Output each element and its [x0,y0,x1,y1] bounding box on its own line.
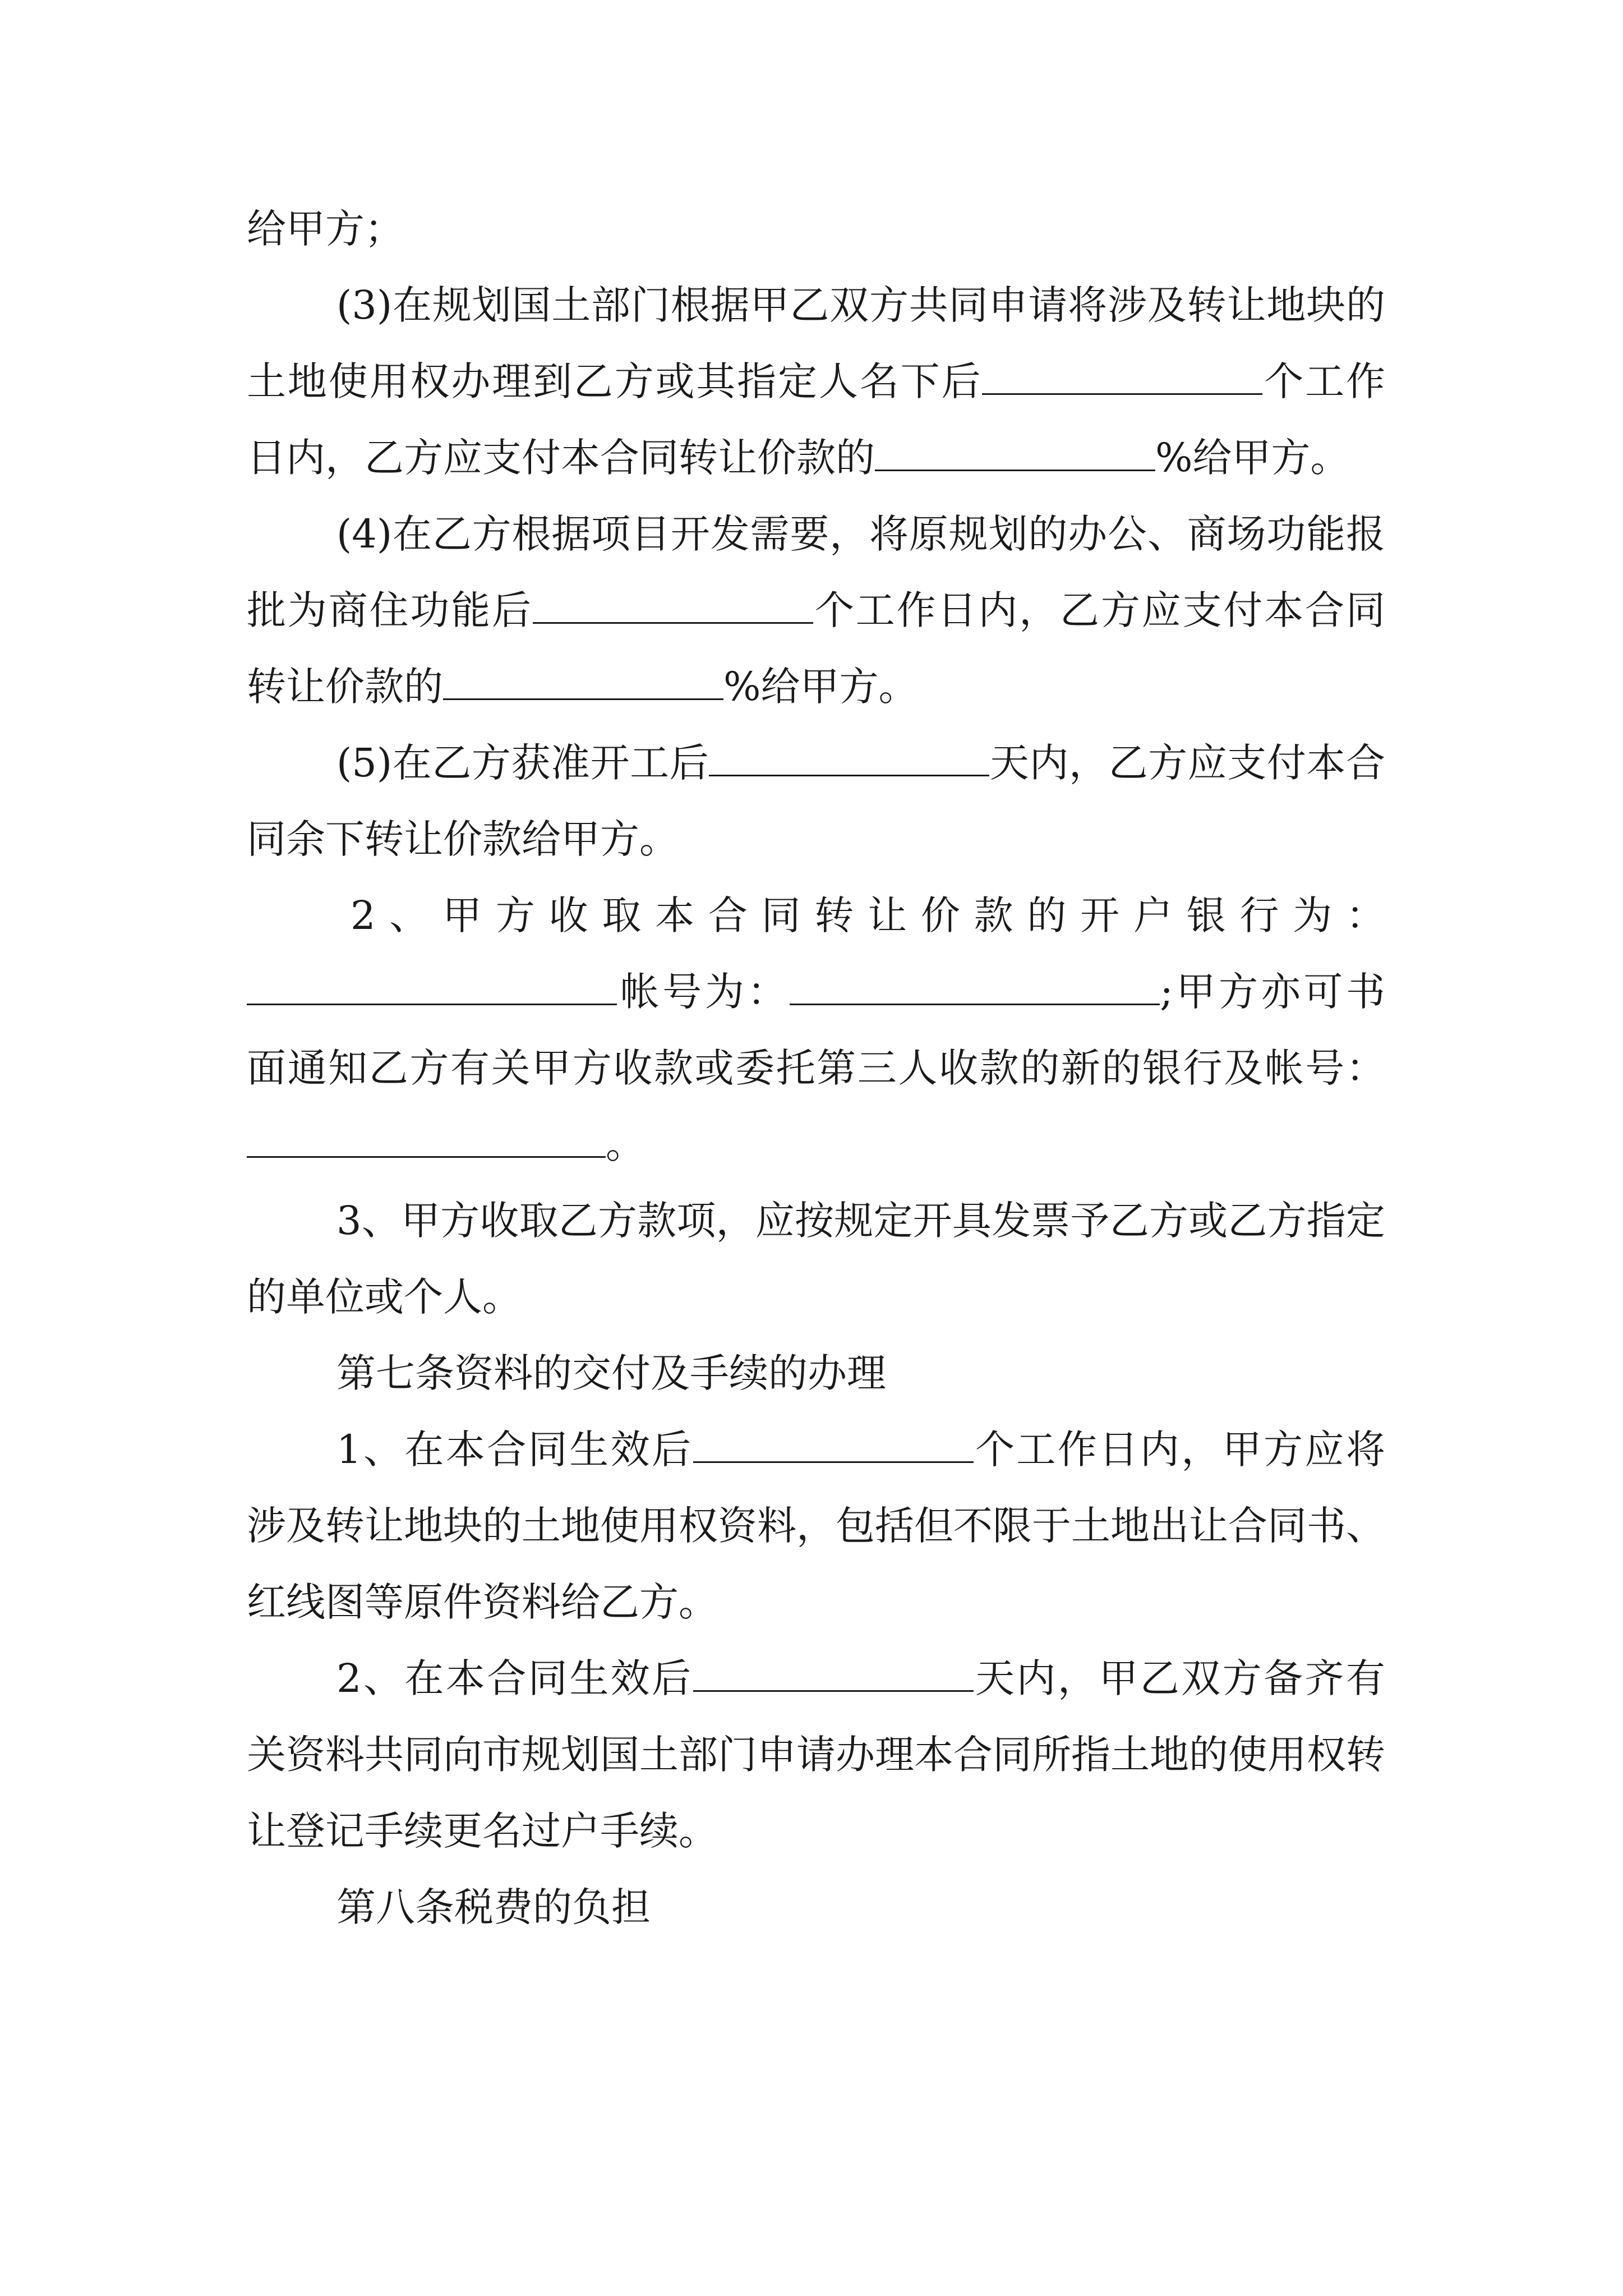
fill-blank-percentage[interactable] [875,436,1155,471]
section-heading: 第八条税费的负担 [336,1884,651,1930]
paragraph-continuation [247,191,1385,267]
clause-text: 天内，甲乙双方备齐有关资料共同向市规划国土部门申请办理本合同所指土地的使用权转让登记手续更名过户手续。 [247,1655,1385,1854]
contract-body [247,191,1385,1945]
fill-blank-working-days[interactable] [693,1428,974,1463]
clause-text: 帐号为： [617,969,790,1015]
clause-text: 。 [606,1121,645,1167]
clause-text: 个工作日内，甲方应将涉及转让地块的土地使用权资料，包括但不限于土地出让合同书、红线图等原件资料给乙方。 [247,1427,1385,1625]
clause-text: 1、在本合同生效后 [336,1427,693,1473]
article-8-heading [247,1869,1385,1945]
clause-text: (3)在规划国土部门根据甲乙双方共同申请将涉及转让地块的土地使用权办理到乙方或其指定人名下后 [247,282,1385,404]
clause-text: ;甲方亦可书面通知乙方有关甲方收款或委托第三人收款的新的银行及帐号： [247,969,1385,1091]
fill-blank-working-days[interactable] [533,588,813,624]
fill-blank-percentage[interactable] [443,665,723,700]
item-3-invoice [247,1182,1385,1335]
article-7-heading [247,1335,1385,1411]
clause-5 [247,725,1385,877]
clause-3 [247,267,1385,496]
fill-blank-days[interactable] [693,1657,974,1692]
paragraph-text: 3、甲方收取乙方款项，应按规定开具发票予乙方或乙方指定的单位或个人。 [247,1198,1385,1320]
section-heading: 第七条资料的交付及手续的办理 [336,1350,886,1396]
fill-blank-new-account[interactable] [247,1122,606,1158]
clause-text: 天内，乙方应支付本合同余下转让价款给甲方。 [247,740,1386,862]
article-7-item-1 [247,1411,1385,1640]
item-2-bank-account [247,877,1385,1182]
clause-text: %给甲方。 [723,664,918,710]
fill-blank-account-number[interactable] [790,970,1160,1005]
fill-blank-bank[interactable] [247,970,617,1005]
clause-text: (4)在乙方根据项目开发需要，将原规划的办公、商场功能报批为商住功能后 [247,511,1385,633]
clause-text: 个工作日内，乙方应支付本合同转让价款的 [247,587,1385,710]
clause-text: 2、在本合同生效后 [336,1655,693,1701]
clause-4 [247,496,1385,725]
clause-text: %给甲方。 [1155,435,1350,481]
clause-text: (5)在乙方获准开工后 [336,740,709,786]
fill-blank-days[interactable] [709,741,989,776]
article-7-item-2 [247,1640,1385,1869]
fill-blank-working-days[interactable] [982,360,1262,395]
clause-text: 2、甲方收取本合同转让价款的开户银行为： [351,892,1385,938]
clause-text: 个工作日内，乙方应支付本合同转让价款的 [247,358,1386,481]
paragraph-text: 给甲方； [247,206,404,252]
